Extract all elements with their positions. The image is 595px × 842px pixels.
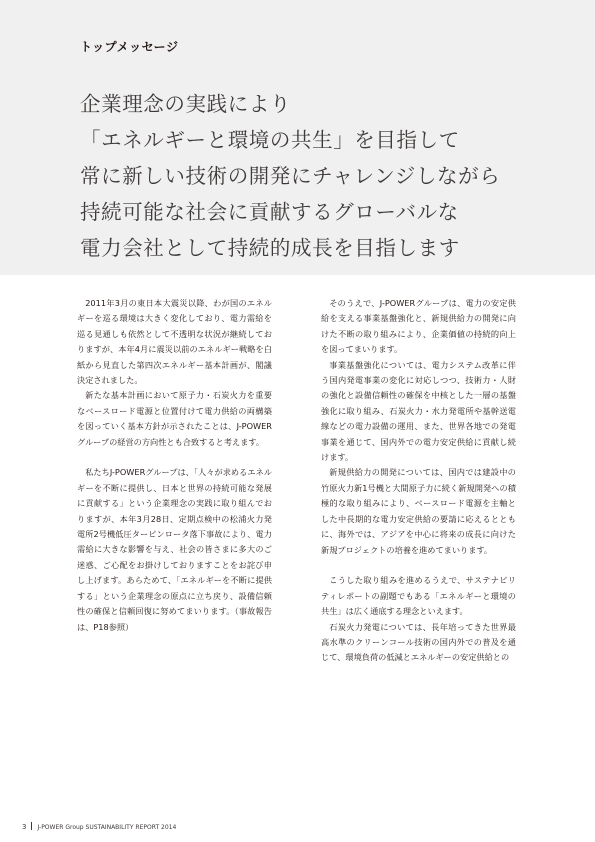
headline-line-4: 持続可能な社会に貢献するグローバルな: [80, 200, 459, 224]
right-paragraph-3: 新規供給力の開発については、国内では建設中の竹原火力新1号機と大間原子力に続く新規開発への積極的な取り組みにより、ベースロード電源を主軸とした中長期的な電力安定供給の要請に応えるとともに、海外では、アジアを中心に将来の成長に向けた新規プロジェクトの培養を進めてまいります。: [321, 467, 516, 555]
right-paragraph-5: 石炭火力発電については、長年培ってきた世界最高水準のクリーンコール技術の国内外での普及を通じて、環境負荷の低減とエネルギーの安定供給との: [321, 621, 516, 663]
page-number: 3: [22, 823, 27, 831]
left-paragraph-1: 2011年3月の東日本大震災以降、わが国のエネルギーを巡る環境は大きく変化しており、電力需給を巡る見通しも依然として不透明な状況が継続しておりますが、本年4月に震災以前のエネルギー戦略を白紙から見直した第四次エネルギー基本計画が、閣議決定されました。: [77, 298, 272, 386]
headline-line-5: 電力会社として持続的成長を目指します: [80, 236, 460, 260]
right-paragraph-2: 事業基盤強化については、電力システム改革に伴う国内発電事業の変化に対応しつつ、技術力・人財の強化と設備信頼性の確保を中核とした一層の基盤強化に取り組み、石炭火力・水力発電所や基幹送電線などの電力設備の運用、また、世界各地での発電事業を通じて、国内外での電力安定供給に貢献し続けます。: [321, 359, 516, 463]
headline-line-3: 常に新しい技術の開発にチャレンジしながら: [80, 164, 501, 188]
right-paragraph-1: そのうえで、J-POWERグループは、電力の安定供給を支える事業基盤強化と、新規供給力の開発に向けた不断の取り組みにより、企業価値の持続的向上を図ってまいります。: [321, 298, 516, 355]
right-paragraph-4: こうした取り組みを進めるうえで、サステナビリティレポートの副題でもある「エネルギーと環境の共生」は広く通底する理念といえます。: [321, 575, 516, 617]
footer-divider: [31, 822, 32, 830]
headline-line-1: 企業理念の実践により: [80, 92, 291, 116]
left-column: [77, 296, 272, 635]
report-name: J-POWER Group SUSTAINABILITY REPORT 2014: [37, 824, 177, 831]
section-title: トップメッセージ: [80, 40, 179, 54]
headline-line-2: 「エネルギーと環境の共生」を目指して: [80, 128, 460, 152]
page-footer: [22, 822, 176, 831]
right-column: [321, 296, 516, 666]
left-paragraph-2: 新たな基本計画において原子力・石炭火力を重要なベースロード電源と位置付けて電力供給の両構築を図っていく基本方針が示されたことは、J-POWERグループの経営の方向性とも合致すると考えます。: [77, 390, 272, 447]
headline: [80, 86, 580, 266]
left-paragraph-3: 私たちJ-POWERグループは、「人々が求めるエネルギーを不断に提供し、日本と世界の持続可能な発展に貢献する」という企業理念の実践に取り組んでおりますが、本年3月28日、定期点検中の松浦火力発電所2号機低圧タービンロータ落下事故により、電力需給に大きな影響を与え、社会の皆さまに多大のご迷惑、ご心配をお掛けしておりますことをお詫び申し上げます。あらためて、「エネルギーを不断に提供する」という企業理念の原点に立ち戻り、設備信頼性の確保と信頼回復に努めてまいります。（事故報告は、P18参照）: [77, 467, 272, 632]
